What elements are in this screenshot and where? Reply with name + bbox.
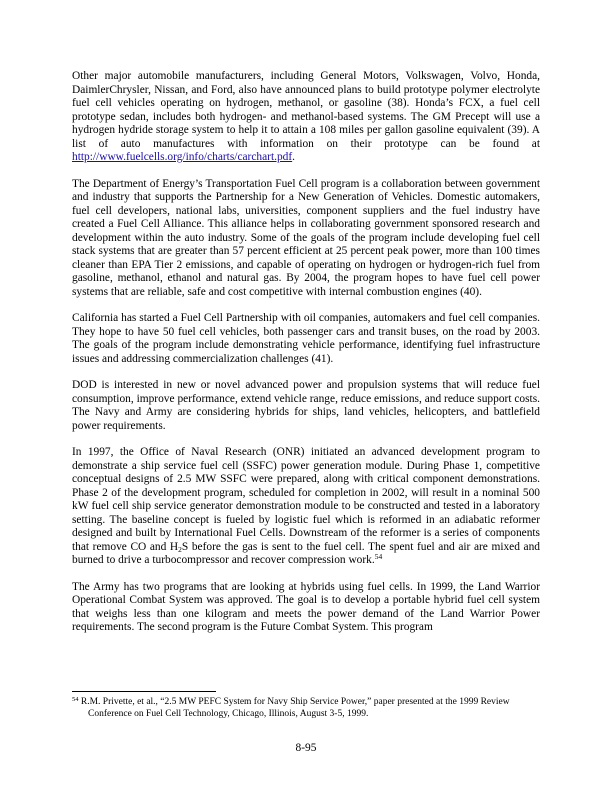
carchart-link[interactable]: http://www.fuelcells.org/info/charts/carchart.pdf — [72, 151, 293, 163]
footnote-divider — [72, 691, 216, 692]
paragraph-onr-ssfc — [72, 446, 540, 568]
footnote-text: R.M. Privette, et al., “2.5 MW PEFC System for Navy Ship Service Power,” paper presented at the 1999 Review Conference on Fuel Cell Technology, Chicago, Illinois, August 3-5, 1999. — [78, 697, 510, 719]
paragraph-auto-manufacturers — [72, 70, 540, 165]
page-number: 8-95 — [295, 742, 317, 754]
paragraph-california-partnership: California has started a Fuel Cell Partnership with oil companies, automakers and fuel cell companies. They hope to have 50 fuel cell vehicles, both passenger cars and transit buses, on the road by 2003. The goals of the program include demonstrating vehicle performance, identifying fuel infrastructure issues and addressing commercialization challenges (41). — [72, 312, 540, 365]
footnote-number: 54 — [72, 696, 79, 703]
footnote-reference[interactable]: 54 — [374, 552, 383, 561]
footnote — [72, 697, 540, 720]
paragraph-dod-interest: DOD is interested in new or novel advanced power and propulsion systems that will reduce fuel consumption, improve performance, extend vehicle range, reduce emissions, and reduce support costs. The Navy and Army are considering hybrids for ships, land vehicles, helicopters, and battlefield power requirements. — [72, 379, 540, 432]
paragraph-army-programs: The Army has two programs that are looking at hybrids using fuel cells. In 1999, the Land Warrior Operational Combat System was approved. The goal is to develop a portable hybrid fuel cell system that weighs less than one kilogram and meets the power demand of the Land Warrior Power requirements. The second program is the Future Combat System. This program — [72, 580, 540, 633]
paragraph-text: Other major automobile manufacturers, including General Motors, Volkswagen, Volvo, Honda, DaimlerChrysler, Nissan, and Ford, also have announced plans to build prototype polymer electrolyte fuel cell vehicles operating on hydrogen, methanol, or gasoline (38). Honda’s FCX, a fuel cell prototype sedan, includes both hydrogen- and methanol-based systems. The GM Precept will use a hydrogen hydride storage system to help it to attain a 108 miles per gallon gasoline equivalent (39). A list of auto manufactures with information on their prototype can be found at — [72, 70, 540, 150]
subscript-2: 2 — [178, 544, 182, 554]
paragraph-text: In 1997, the Office of Naval Research (ONR) initiated an advanced development program to demonstrate a ship service fuel cell (SSFC) power generation module. During Phase 1, competitive conceptual designs of 2.5 MW SSFC were prepared, along with critical component demonstrations. Phase 2 of the development program, scheduled for completion in 2002, will result in a nominal 500 kW fuel cell ship service generator demonstration module to be constructed and tested in a laboratory setting. The baseline concept is fueled by logistic fuel which is reformed in an adiabatic reformer designed and built by International Fuel Cells. Downstream of the reformer is a series of components that remove CO and H — [72, 446, 540, 553]
paragraph-text-continued: S before the gas is sent to the fuel cell. The spent fuel and air are mixed and burned to drive a turbocompressor and recover compression work. — [72, 540, 540, 566]
document-body — [72, 70, 540, 648]
paragraph-tail: . — [292, 151, 296, 163]
paragraph-doe-program: The Department of Energy’s Transportation Fuel Cell program is a collaboration between government and industry that supports the Partnership for a New Generation of Vehicles. Domestic automakers, fuel cell developers, national labs, universities, component suppliers and the fuel industry have created a Fuel Cell Alliance. This alliance helps in collaborating government sponsored research and development within the auto industry. Some of the goals of the program include developing fuel cell stack systems that are greater than 57 percent efficient at 25 percent peak power, more than 100 times cleaner than EPA Tier 2 emissions, and capable of operating on hydrogen or hydrogen-rich fuel from gasoline, methanol, ethanol and natural gas. By 2004, the program hopes to have fuel cell power systems that are reliable, safe and cost competitive with internal combustion engines (40). — [72, 177, 540, 298]
